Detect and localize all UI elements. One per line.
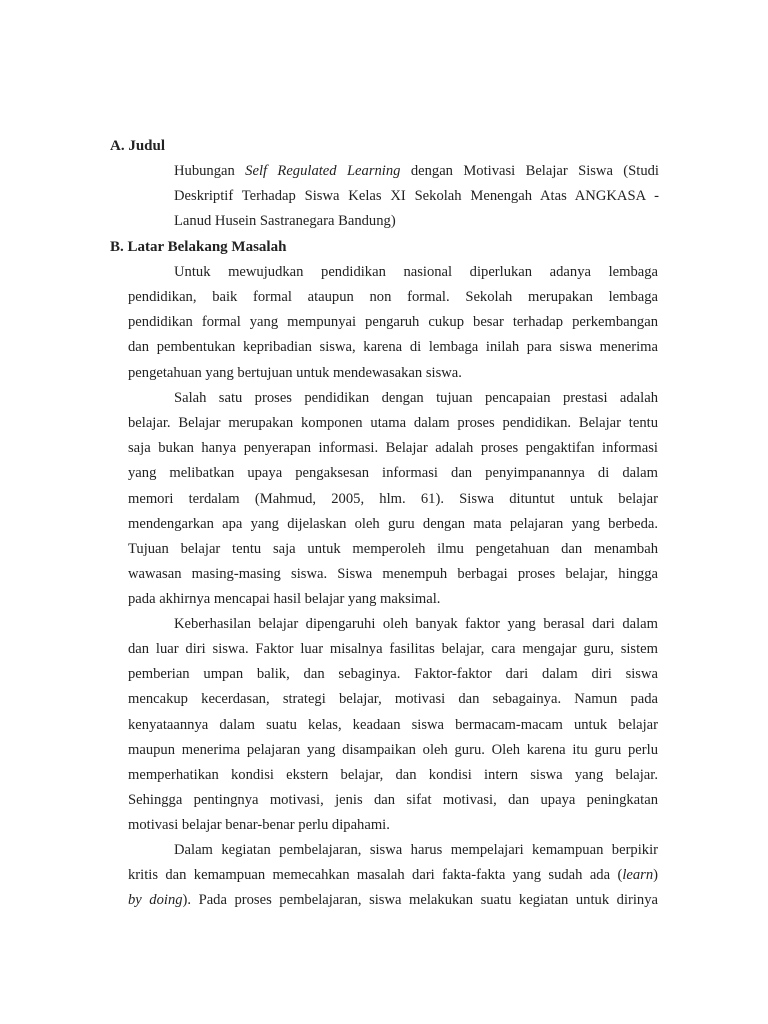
title-line bbox=[174, 161, 659, 181]
text-run: pengetahuan yang bertujuan untuk mendewasakan siswa. bbox=[128, 364, 462, 381]
text-run: motivasi belajar benar-benar perlu dipahami. bbox=[128, 817, 390, 834]
paragraph-line bbox=[128, 564, 658, 584]
paragraph-line bbox=[128, 489, 658, 509]
text-run: belajar. Belajar merupakan komponen utama dalam proses pendidikan. Belajar tentu bbox=[128, 415, 658, 432]
paragraph-line bbox=[128, 337, 658, 357]
text-run: yang melibatkan upaya pengaksesan informasi dan penyimpanannya di dalam bbox=[128, 465, 658, 482]
paragraph-line bbox=[128, 514, 658, 534]
paragraph-line bbox=[128, 639, 658, 659]
italic-term: learn bbox=[622, 867, 654, 884]
paragraph-line bbox=[128, 765, 658, 785]
text-run: pendidikan, baik formal ataupun non formal. Sekolah merupakan lembaga bbox=[128, 289, 658, 306]
text-run: Sehingga pentingnya motivasi, jenis dan sifat motivasi, dan upaya peningkatan bbox=[128, 792, 658, 809]
text-run: memori terdalam (Mahmud, 2005, hlm. 61). Siswa dituntut untuk belajar bbox=[128, 490, 658, 507]
paragraph-line bbox=[128, 463, 658, 483]
paragraph-line bbox=[128, 890, 658, 910]
text-run: mencakup kecerdasan, strategi belajar, motivasi dan sebagainya. Namun pada bbox=[128, 691, 658, 708]
text-run: saja bukan hanya penyerapan informasi. Belajar adalah proses pengaktifan informasi bbox=[128, 440, 658, 457]
paragraph-line bbox=[174, 840, 658, 860]
paragraph-line bbox=[128, 865, 658, 885]
text-run: kritis dan kemampuan memecahkan masalah dari fakta-fakta yang sudah ada ( bbox=[128, 867, 623, 884]
text-run: pemberian umpan balik, dan sebaginya. Faktor-faktor dari dalam diri siswa bbox=[128, 666, 658, 683]
paragraph-line bbox=[128, 790, 658, 810]
text-run: dengan Motivasi Belajar Siswa (Studi bbox=[400, 163, 659, 179]
paragraph-line bbox=[128, 715, 658, 735]
heading-b: B. Latar Belakang Masalah bbox=[110, 239, 287, 255]
text-run: wawasan masing-masing siswa. Siswa menempuh berbagai proses belajar, hingga bbox=[128, 566, 658, 583]
text-run: Keberhasilan belajar dipengaruhi oleh banyak faktor yang berasal dari dalam bbox=[174, 616, 658, 632]
paragraph-line bbox=[128, 689, 658, 709]
text-run: Tujuan belajar tentu saja untuk memperoleh ilmu pengetahuan dan menambah bbox=[128, 540, 658, 557]
heading-a: A. Judul bbox=[110, 138, 166, 154]
paragraph-line bbox=[128, 413, 658, 433]
paragraph-line bbox=[128, 287, 658, 307]
title-line bbox=[174, 186, 659, 206]
paragraph-line bbox=[174, 388, 658, 408]
text-run: memperhatikan kondisi ekstern belajar, dan kondisi intern siswa yang belajar. bbox=[128, 766, 658, 783]
text-run: maupun menerima pelajaran yang disampaikan oleh guru. Oleh karena itu guru perlu bbox=[128, 741, 658, 758]
text-run: Dalam kegiatan pembelajaran, siswa harus mempelajari kemampuan berpikir bbox=[174, 842, 658, 858]
text-run: pendidikan formal yang mempunyai pengaruh cukup besar terhadap perkembangan bbox=[128, 314, 658, 331]
text-run: Untuk mewujudkan pendidikan nasional diperlukan adanya lembaga bbox=[174, 264, 658, 280]
paragraph-line bbox=[128, 664, 658, 684]
text-run: Salah satu proses pendidikan dengan tujuan pencapaian prestasi adalah bbox=[174, 390, 658, 406]
text-run: Hubungan bbox=[174, 163, 246, 179]
paragraph-line bbox=[128, 312, 658, 332]
text-run: ). Pada proses pembelajaran, siswa melakukan suatu kegiatan untuk dirinya bbox=[182, 892, 658, 909]
paragraph-line bbox=[128, 438, 658, 458]
text-run: mendengarkan apa yang dijelaskan oleh guru dengan mata pelajaran yang berbeda. bbox=[128, 515, 658, 532]
text-run: dan pembentukan kepribadian siswa, karena di lembaga inilah para siswa menerima bbox=[128, 339, 658, 356]
italic-term: Self Regulated Learning bbox=[245, 163, 401, 179]
paragraph-line bbox=[128, 815, 658, 835]
text-run: Deskriptif Terhadap Siswa Kelas XI Sekolah Menengah Atas ANGKASA - bbox=[174, 188, 659, 204]
italic-term: by doing bbox=[128, 892, 183, 909]
paragraph-line bbox=[128, 740, 658, 760]
text-run: pada akhirnya mencapai hasil belajar yang maksimal. bbox=[128, 591, 441, 608]
paragraph-line bbox=[128, 589, 658, 609]
text-run: dan luar diri siswa. Faktor luar misalnya fasilitas belajar, cara mengajar guru, sistem bbox=[128, 641, 658, 658]
paragraph-line bbox=[174, 614, 658, 634]
title-line bbox=[174, 211, 659, 231]
paragraph-line bbox=[128, 363, 658, 383]
text-run: kenyataannya dalam suatu kelas, keadaan siswa bermacam-macam untuk belajar bbox=[128, 716, 658, 733]
paragraph-line bbox=[128, 539, 658, 559]
text-run: ) bbox=[653, 867, 658, 884]
text-run: Lanud Husein Sastranegara Bandung) bbox=[174, 213, 396, 229]
paragraph-line bbox=[174, 262, 658, 282]
